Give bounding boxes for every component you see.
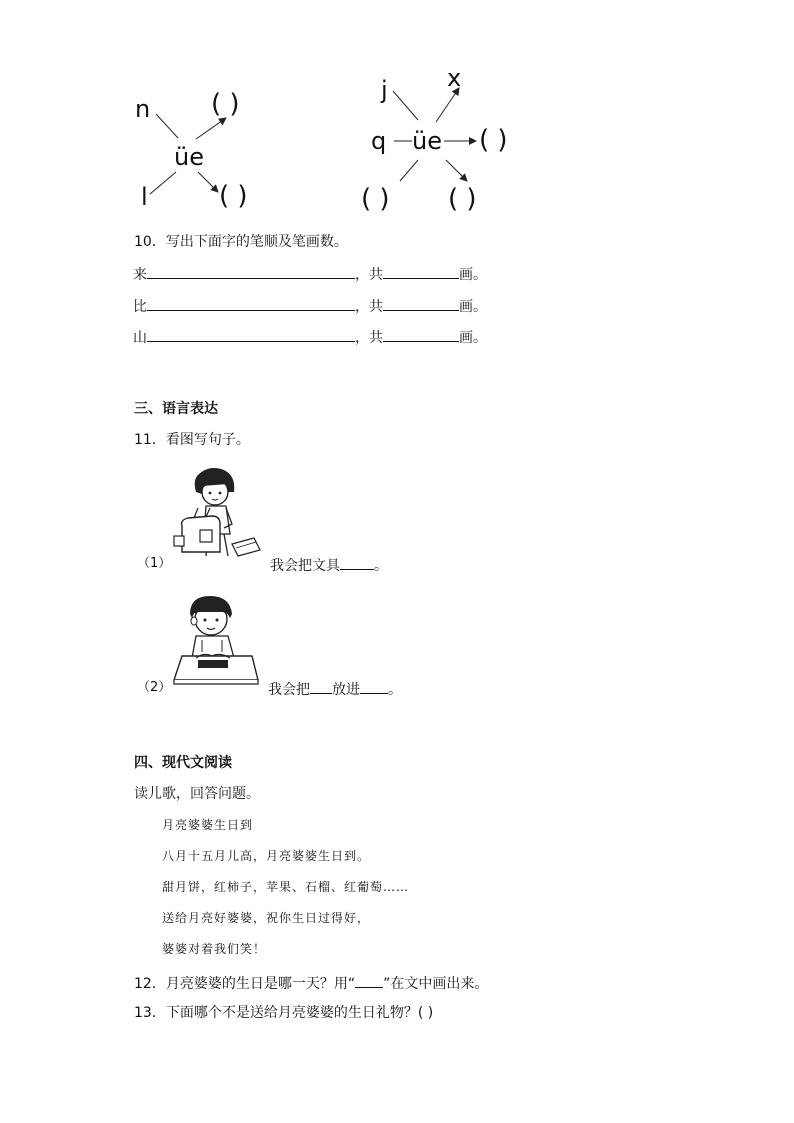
poem-line: 婆婆对着我们笑！ xyxy=(162,942,267,956)
q13-text: 13．下面哪个不是送给月亮婆婆的生日礼物？( ) xyxy=(134,1005,434,1021)
stroke-order-blank[interactable] xyxy=(147,266,355,279)
answer-blank[interactable] xyxy=(360,681,388,694)
item-number: （1） xyxy=(137,556,172,571)
row-char: 山 xyxy=(133,330,147,346)
connector-line xyxy=(150,172,176,194)
q12-text xyxy=(134,975,488,991)
stroke-order-row xyxy=(133,298,487,314)
arrow-line xyxy=(446,160,467,181)
answer-blank[interactable] xyxy=(340,557,374,570)
underline-sample xyxy=(355,975,383,988)
initial-x: x xyxy=(447,64,462,92)
q11-sentence-1 xyxy=(270,557,388,573)
final-ue: üe xyxy=(174,143,204,171)
stroke-count-blank[interactable] xyxy=(383,329,459,342)
answer-paren[interactable]: ( ) xyxy=(479,125,508,155)
answer-paren[interactable]: ( ) xyxy=(361,184,390,214)
poem-line: 甜月饼，红柿子，苹果、石榴、红葡萄…… xyxy=(162,880,410,894)
q12-part: ”在文中画出来。 xyxy=(383,976,489,992)
sentence-end: 。 xyxy=(388,682,402,698)
poem-line: 送给月亮好婆婆，祝你生日过得好， xyxy=(162,911,371,925)
section-title: 三、语言表达 xyxy=(134,401,218,417)
stroke-count-blank[interactable] xyxy=(383,266,459,279)
q11-prompt: 11．看图写句子。 xyxy=(134,432,250,448)
pinyin-diagram-arrows xyxy=(0,0,794,230)
reading-intro: 读儿歌，回答问题。 xyxy=(134,786,260,802)
sentence-text: 我会把 xyxy=(268,682,310,698)
answer-paren[interactable]: ( ) xyxy=(219,181,248,211)
initial-j: j xyxy=(381,76,388,104)
item-number: （2） xyxy=(137,680,172,695)
stroke-order-blank[interactable] xyxy=(147,298,355,311)
stroke-order-row xyxy=(133,266,487,282)
stroke-count-blank[interactable] xyxy=(383,298,459,311)
answer-blank[interactable] xyxy=(310,681,332,694)
sentence-end: 。 xyxy=(374,558,388,574)
row-char: 比 xyxy=(133,299,147,315)
row-mid: ，共 xyxy=(355,330,383,346)
initial-l: l xyxy=(141,183,148,211)
stroke-order-blank[interactable] xyxy=(147,329,355,342)
arrow-line xyxy=(198,172,218,192)
final-ue: üe xyxy=(412,127,442,155)
row-end: 画。 xyxy=(459,299,487,315)
arrow-line xyxy=(196,118,226,139)
row-end: 画。 xyxy=(459,330,487,346)
connector-line xyxy=(393,91,418,120)
initial-n: n xyxy=(135,95,151,123)
row-char: 来 xyxy=(133,267,147,283)
child-at-desk-illustration xyxy=(172,592,262,688)
sentence-text: 放进 xyxy=(332,682,360,698)
sentence-text: 我会把文具 xyxy=(270,558,340,574)
stroke-order-row xyxy=(133,329,487,345)
initial-q: q xyxy=(371,127,387,155)
connector-line xyxy=(400,160,418,181)
section-title: 四、现代文阅读 xyxy=(134,755,232,771)
q10-prompt: 10．写出下面字的笔顺及笔画数。 xyxy=(134,234,348,250)
answer-paren[interactable]: ( ) xyxy=(211,89,240,119)
poem-title: 月亮婆婆生日到 xyxy=(162,818,254,832)
poem-line: 八月十五月儿高，月亮婆婆生日到。 xyxy=(162,849,371,863)
row-mid: ，共 xyxy=(355,267,383,283)
child-packing-bag-illustration xyxy=(170,464,262,564)
q11-sentence-2 xyxy=(268,681,402,697)
q12-part: 12．月亮婆婆的生日是哪一天？用“ xyxy=(134,976,356,992)
row-mid: ，共 xyxy=(355,299,383,315)
arrow-line xyxy=(436,88,459,122)
answer-paren[interactable]: ( ) xyxy=(448,184,477,214)
connector-line xyxy=(156,114,178,138)
row-end: 画。 xyxy=(459,267,487,283)
